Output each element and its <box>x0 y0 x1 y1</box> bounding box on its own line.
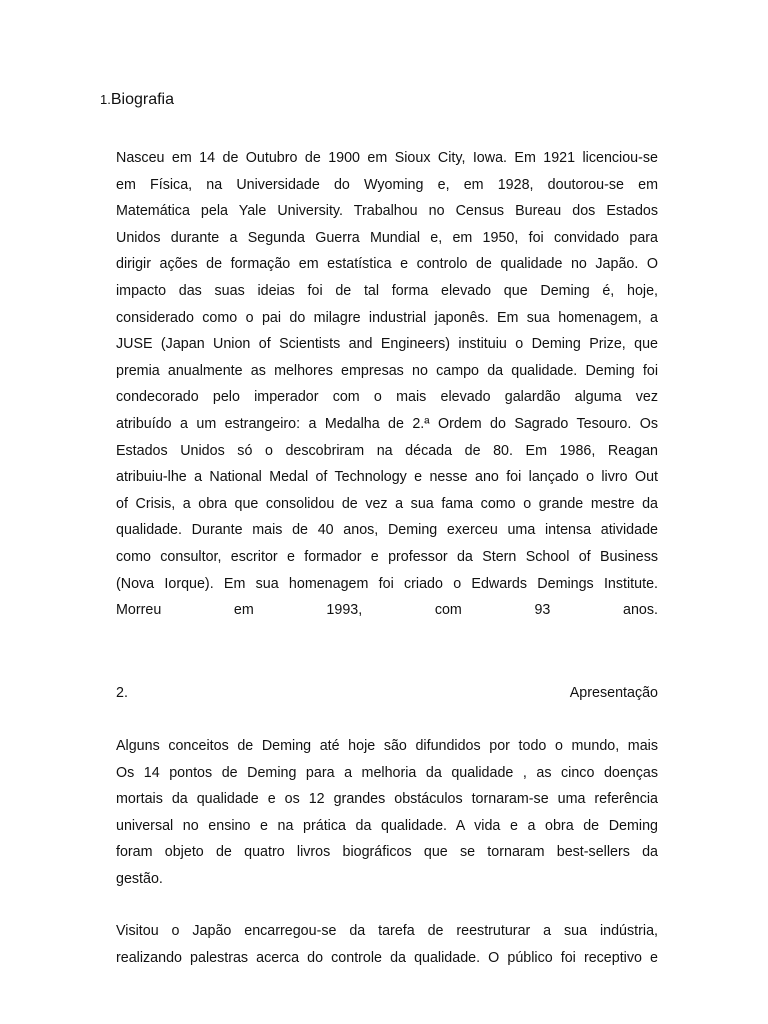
paragraph-line: atribuído a um estrangeiro: a Medalha de 2.ª Ordem do Sagrado Tesouro. Os <box>116 415 658 432</box>
paragraph-line: como consultor, escritor e formador e professor da Stern School of Business <box>116 548 658 565</box>
paragraph-line: foram objeto de quatro livros biográficos que se tornaram best-sellers da <box>116 844 658 861</box>
paragraph-line: Alguns conceitos de Deming até hoje são difundidos por todo o mundo, mais <box>116 738 658 754</box>
paragraph-line: JUSE (Japan Union of Scientists and Engineers) instituiu o Deming Prize, que <box>116 336 658 353</box>
paragraph-line: impacto das suas ideias foi de tal forma elevado que Deming é, hoje, <box>116 282 658 299</box>
paragraph-line: Os 14 pontos de Deming para a melhoria da qualidade , as cinco doenças <box>116 764 658 781</box>
section-2-number: 2. <box>116 685 128 701</box>
biography-paragraph <box>116 145 658 624</box>
paragraph-line: (Nova Iorque). Em sua homenagem foi criado o Edwards Demings Institute. <box>116 575 658 592</box>
paragraph-line: condecorado pelo imperador com o mais elevado galardão alguma vez <box>116 389 658 406</box>
section-1-heading <box>100 91 174 109</box>
paragraph-line: universal no ensino e na prática da qualidade. A vida e a obra de Deming <box>116 817 658 834</box>
paragraph-line: mortais da qualidade e os 12 grandes obstáculos tornaram-se uma referência <box>116 791 658 808</box>
paragraph-line: dirigir ações de formação em estatística e controlo de qualidade no Japão. O <box>116 256 658 273</box>
paragraph-line: Visitou o Japão encarregou-se da tarefa de reestruturar a sua indústria, <box>116 923 658 939</box>
paragraph-line: em Física, na Universidade do Wyoming e, em 1928, doutorou-se em <box>116 176 658 193</box>
paragraph-line: premia anualmente as melhores empresas no campo da qualidade. Deming foi <box>116 362 658 379</box>
paragraph-line: atribuiu-lhe a National Medal of Technology e nesse ano foi lançado o livro Out <box>116 469 658 486</box>
presentation-paragraph-2 <box>116 918 658 971</box>
paragraph-line: considerado como o pai do milagre industrial japonês. Em sua homenagem, a <box>116 309 658 326</box>
paragraph-line: Unidos durante a Segunda Guerra Mundial e, em 1950, foi convidado para <box>116 229 658 246</box>
paragraph-line: realizando palestras acerca do controle da qualidade. O público foi receptivo e <box>116 949 658 966</box>
paragraph-line: Estados Unidos só o descobriram na década de 80. Em 1986, Reagan <box>116 442 658 459</box>
paragraph-line: Nasceu em 14 de Outubro de 1900 em Sioux City, Iowa. Em 1921 licenciou-se <box>116 150 658 166</box>
section-1-number: 1. <box>100 92 111 107</box>
paragraph-line: of Crisis, a obra que consolidou de vez a sua fama como o grande mestre da <box>116 495 658 512</box>
section-2-title: Apresentação <box>569 685 658 701</box>
section-2-heading <box>116 680 658 707</box>
paragraph-line: gestão. <box>116 870 163 887</box>
paragraph-line: Morreu em 1993, com 93 anos. <box>116 602 658 619</box>
presentation-paragraph-1 <box>116 733 658 893</box>
paragraph-line: qualidade. Durante mais de 40 anos, Deming exerceu uma intensa atividade <box>116 522 658 539</box>
section-1-title: Biografia <box>110 91 174 108</box>
paragraph-line: Matemática pela Yale University. Trabalhou no Census Bureau dos Estados <box>116 203 658 220</box>
